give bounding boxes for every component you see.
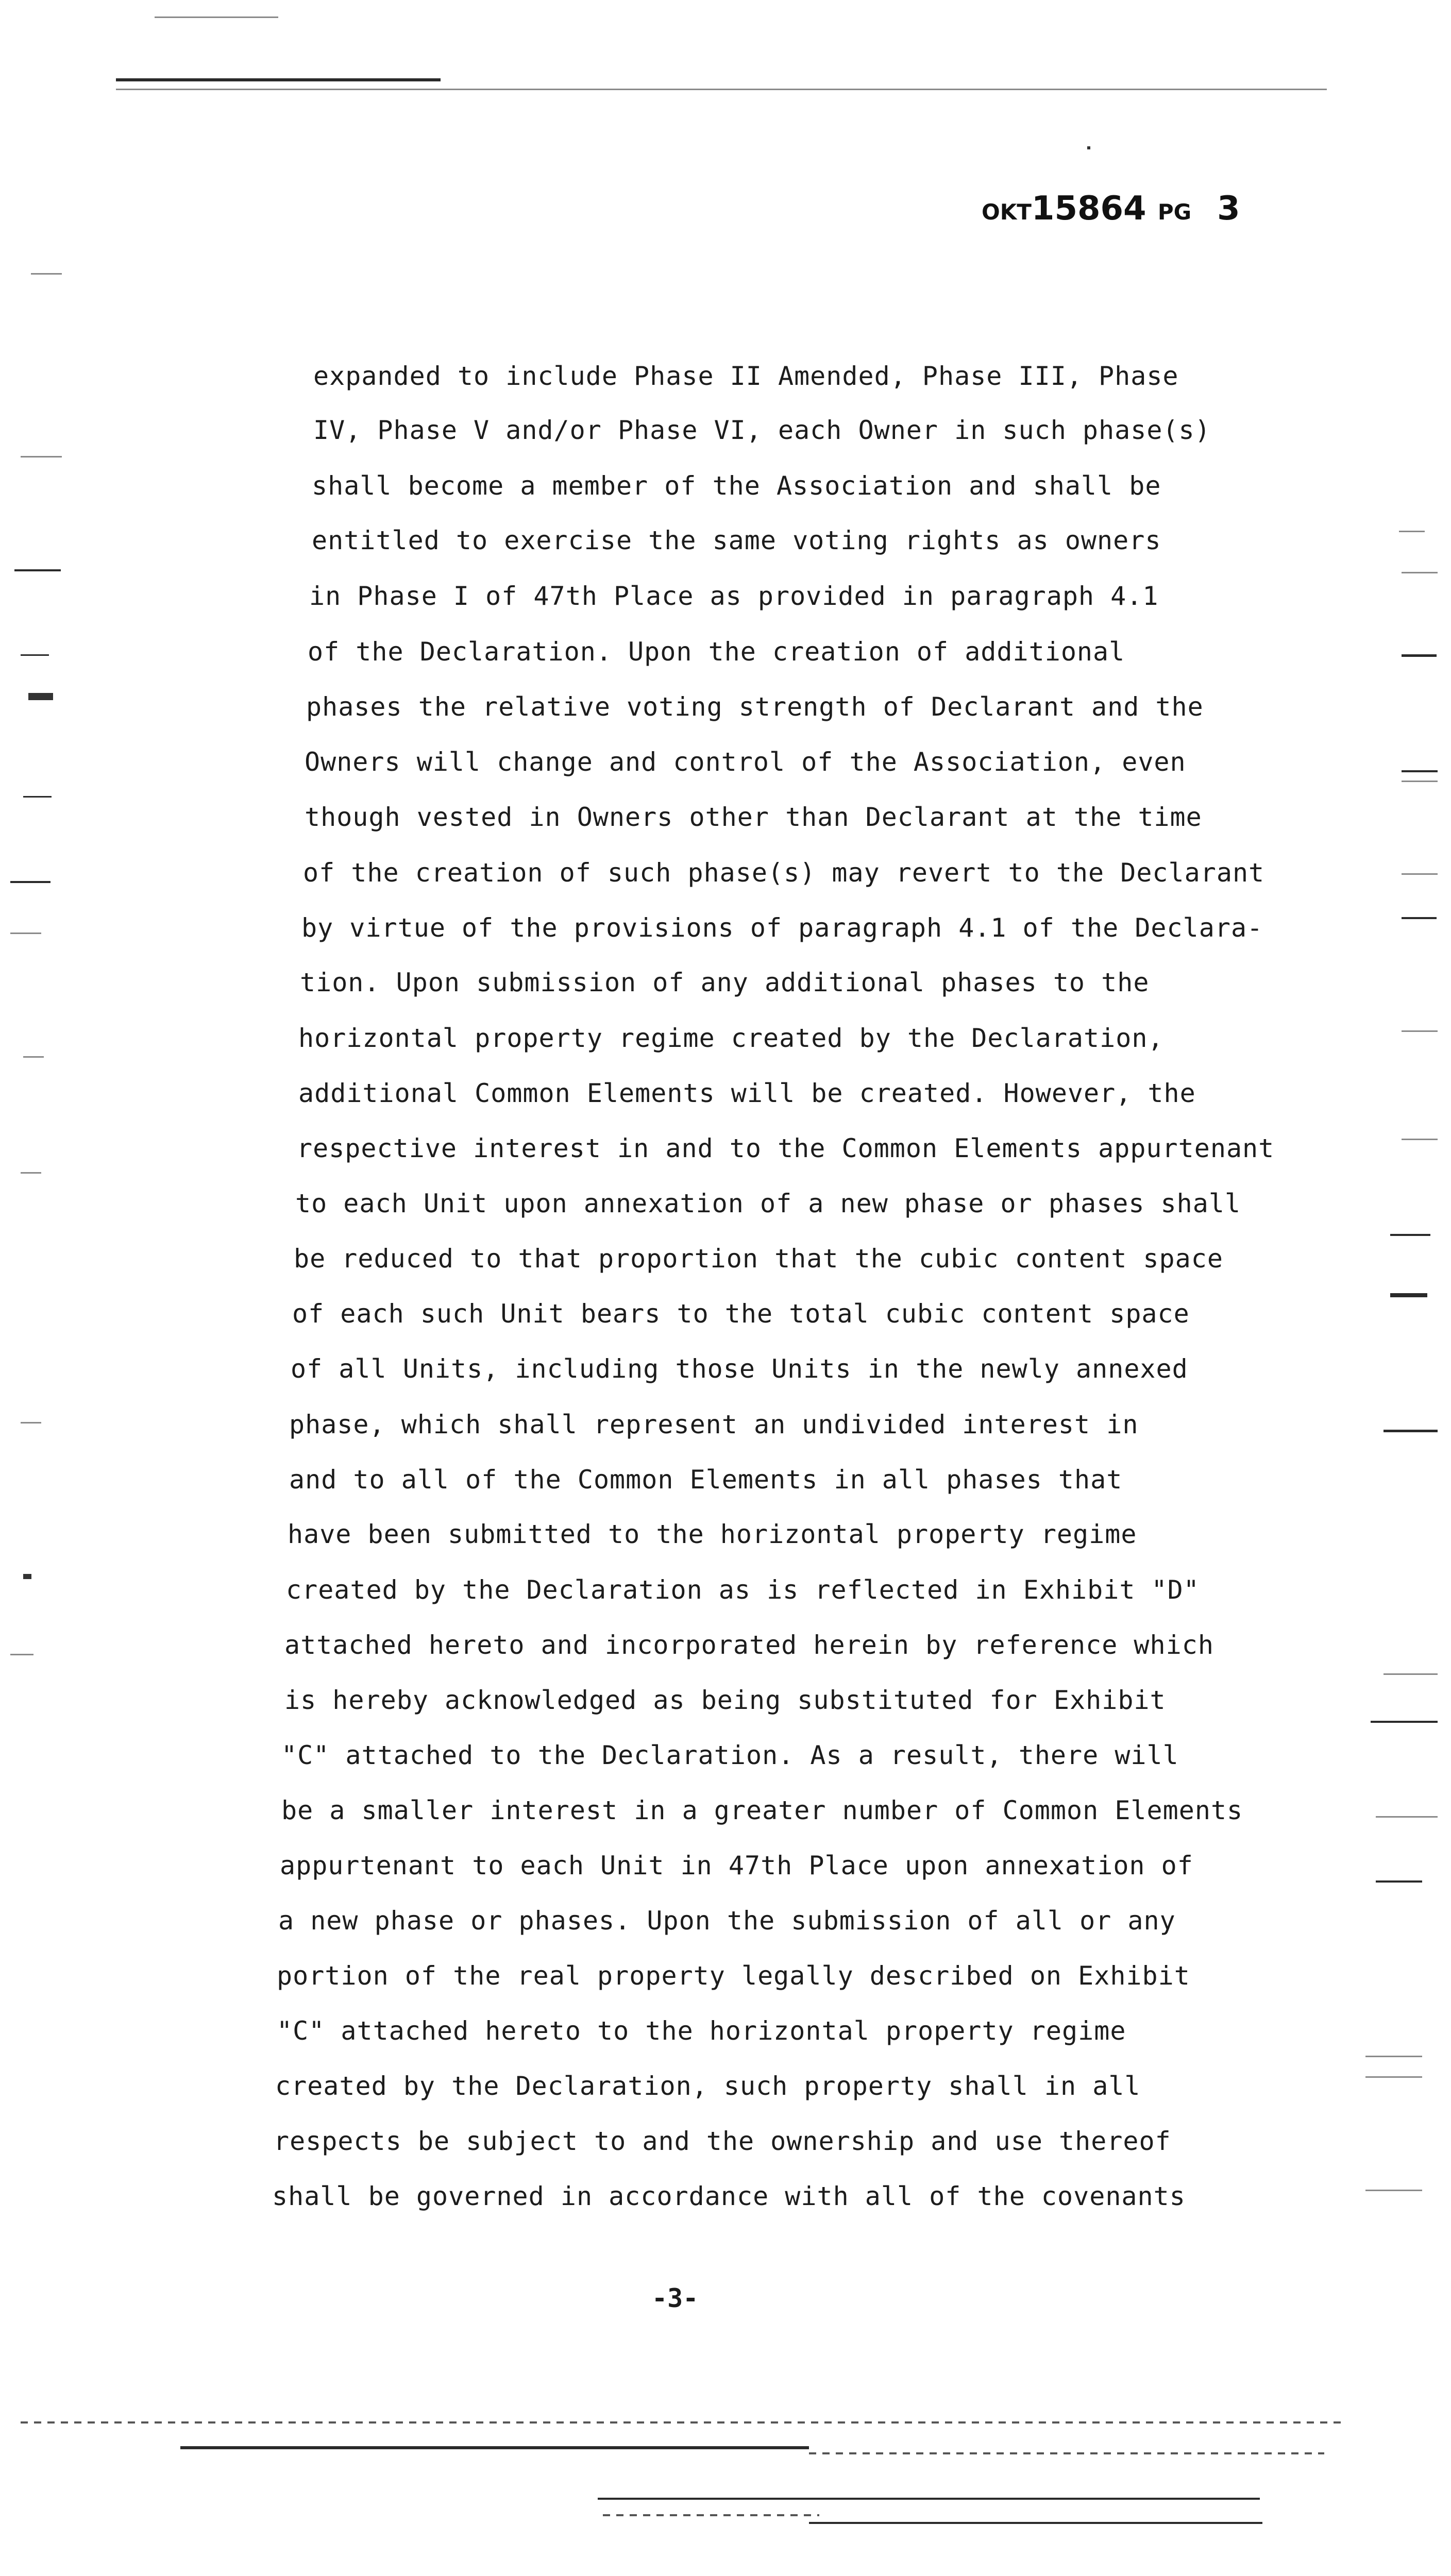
scan-artifact-line (1399, 531, 1425, 532)
scan-artifact-line (809, 2522, 1262, 2524)
scan-artifact-line (1402, 572, 1438, 573)
text-line: have been submitted to the horizontal property regime (288, 1519, 1137, 1549)
text-line: IV, Phase V and/or Phase VI, each Owner in such phase(s) (313, 415, 1211, 445)
text-line: "C" attached hereto to the horizontal property regime (277, 2016, 1126, 2046)
scan-artifact-speck (1087, 146, 1090, 149)
book-ref: OKT (982, 199, 1032, 225)
scan-artifact-speck (23, 1574, 31, 1579)
scan-artifact-line (1402, 873, 1438, 875)
text-line: of the creation of such phase(s) may revert to the Declarant (303, 858, 1265, 888)
text-line: of each such Unit bears to the total cubic content space (292, 1299, 1190, 1329)
text-line: of all Units, including those Units in the newly annexed (291, 1354, 1188, 1384)
scan-artifact-line (116, 78, 441, 81)
scan-artifact-line (1383, 1673, 1438, 1675)
scan-artifact-line (1390, 1234, 1430, 1236)
text-line: "C" attached to the Declaration. As a result, there will (281, 1740, 1179, 1770)
scan-artifact-speck (28, 693, 53, 700)
text-line: respective interest in and to the Common Elements appurtenant (297, 1133, 1275, 1163)
scan-artifact-line (1365, 2076, 1422, 2078)
page-ref: PG (1157, 199, 1192, 225)
text-line: to each Unit upon annexation of a new phase or phases shall (295, 1189, 1241, 1218)
text-line: additional Common Elements will be created. However, the (298, 1078, 1196, 1108)
text-line: tion. Upon submission of any additional phases to the (300, 968, 1150, 997)
text-line: created by the Declaration, such property shall in all (275, 2071, 1141, 2101)
text-line: created by the Declaration as is reflected in Exhibit "D" (286, 1575, 1200, 1605)
scan-artifact-line (1365, 2056, 1422, 2057)
scan-artifact-line (1402, 1139, 1438, 1140)
text-line: portion of the real property legally described on Exhibit (277, 1961, 1190, 1991)
book-number: 15864 (1031, 190, 1146, 228)
scan-artifact-line (23, 1056, 44, 1058)
text-line: Owners will change and control of the Association, even (305, 747, 1186, 777)
scan-artifact-line (21, 2421, 1345, 2424)
scan-artifact-line (10, 1654, 33, 1655)
text-line: phase, which shall represent an undivided interest in (289, 1410, 1139, 1439)
scan-artifact-line (598, 2498, 1260, 2500)
page-number: -3- (652, 2283, 699, 2313)
scan-artifact-line (1390, 1293, 1427, 1297)
scan-artifact-line (809, 2452, 1324, 2454)
text-line: though vested in Owners other than Declarant at the time (305, 802, 1202, 832)
scan-artifact-line (21, 654, 49, 656)
text-line: expanded to include Phase II Amended, Phase III, Phase (313, 361, 1179, 391)
text-line: be a smaller interest in a greater number of Common Elements (281, 1795, 1243, 1825)
text-line: phases the relative voting strength of Declarant and the (306, 692, 1204, 722)
text-line: and to all of the Common Elements in all phases that (289, 1465, 1123, 1495)
scan-artifact-line (155, 16, 278, 18)
scan-artifact-line (31, 273, 62, 275)
text-line: respects be subject to and the ownership and use thereof (274, 2126, 1171, 2156)
text-line: attached hereto and incorporated herein by reference which (284, 1630, 1214, 1660)
scan-artifact-line (1365, 2190, 1422, 2191)
scan-artifact-line (21, 456, 62, 457)
scan-artifact-line (603, 2514, 819, 2516)
text-line: entitled to exercise the same voting rights as owners (312, 526, 1161, 555)
text-line: in Phase I of 47th Place as provided in paragraph 4.1 (309, 581, 1159, 611)
scan-artifact-line (1402, 781, 1438, 782)
text-line: of the Declaration. Upon the creation of additional (308, 637, 1125, 667)
stamp-page-number: 3 (1217, 190, 1240, 228)
scan-artifact-line (23, 796, 52, 798)
text-line: be reduced to that proportion that the cubic content space (294, 1244, 1223, 1274)
scan-artifact-line (10, 881, 50, 883)
scan-artifact-line (1383, 1430, 1438, 1432)
scan-artifact-line (21, 1172, 41, 1174)
scan-artifact-line (180, 2446, 809, 2449)
scan-artifact-line (116, 89, 1327, 90)
scan-artifact-line (1371, 1721, 1438, 1723)
scan-artifact-line (14, 569, 61, 571)
scan-artifact-line (21, 1422, 41, 1423)
text-line: is hereby acknowledged as being substituted for Exhibit (284, 1685, 1166, 1715)
scan-artifact-line (1402, 654, 1437, 657)
scan-artifact-line (1402, 770, 1438, 772)
text-line: horizontal property regime created by the Declaration, (298, 1023, 1164, 1053)
scan-artifact-line (1376, 1880, 1422, 1883)
text-line: a new phase or phases. Upon the submission of all or any (278, 1906, 1176, 1936)
scan-artifact-line (1402, 1030, 1438, 1032)
text-line: shall become a member of the Association and shall be (312, 471, 1161, 501)
text-line: appurtenant to each Unit in 47th Place upon annexation of (280, 1851, 1193, 1880)
scan-artifact-line (1402, 917, 1437, 919)
scan-artifact-line (1376, 1816, 1438, 1818)
text-line: by virtue of the provisions of paragraph 4.1 of the Declara- (301, 913, 1263, 943)
scan-artifact-line (10, 933, 41, 934)
text-line: shall be governed in accordance with all of the covenants (272, 2181, 1186, 2211)
book-page-stamp (982, 190, 1240, 228)
